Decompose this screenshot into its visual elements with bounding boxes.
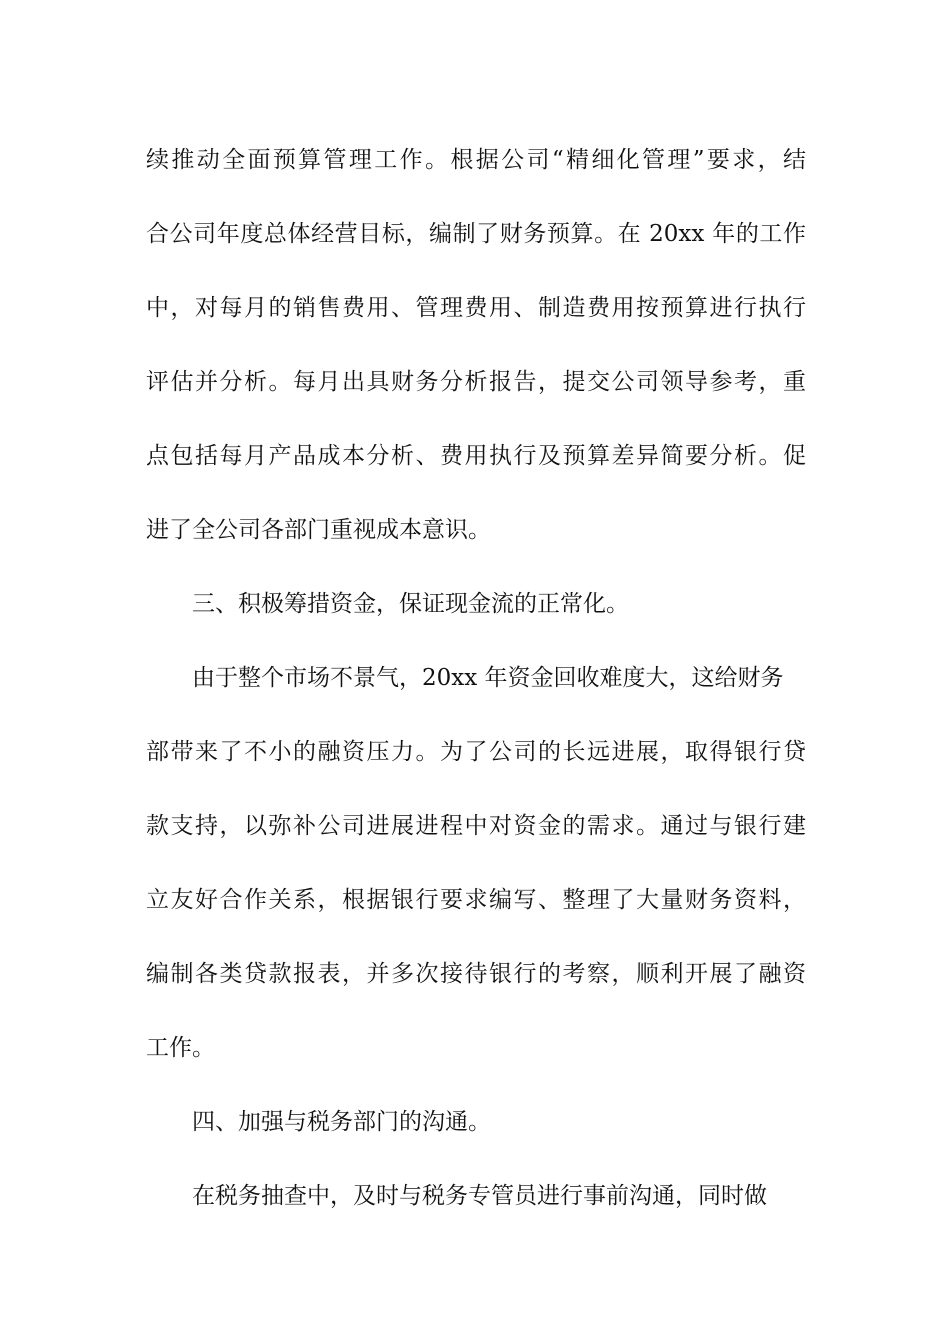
text-line: 款支持，以弥补公司进展进程中对资金的需求。通过与银行建 xyxy=(146,813,806,839)
text-line: 续推动全面预算管理工作。根据公司“精细化管理”要求，结 xyxy=(146,147,806,173)
text-line: 工作。 xyxy=(146,1035,215,1061)
section-heading: 四、加强与税务部门的沟通。 xyxy=(192,1109,491,1135)
text-line: 评估并分析。每月出具财务分析报告，提交公司领导参考，重 xyxy=(146,369,806,395)
text-line: 部带来了不小的融资压力。为了公司的长远进展，取得银行贷 xyxy=(146,739,806,765)
text-line: 合公司年度总体经营目标，编制了财务预算。在 20xx 年的工作 xyxy=(146,221,806,247)
text-line: 中，对每月的销售费用、管理费用、制造费用按预算进行执行 xyxy=(146,295,806,321)
text-line: 点包括每月产品成本分析、费用执行及预算差异简要分析。促 xyxy=(146,443,806,469)
text-line: 进了全公司各部门重视成本意识。 xyxy=(146,517,491,543)
text-line: 在税务抽查中，及时与税务专管员进行事前沟通，同时做 xyxy=(192,1183,767,1209)
text-line: 立友好合作关系，根据银行要求编写、整理了大量财务资料， xyxy=(146,887,806,913)
text-line: 由于整个市场不景气，20xx 年资金回收难度大，这给财务 xyxy=(192,665,784,691)
text-line: 编制各类贷款报表，并多次接待银行的考察，顺利开展了融资 xyxy=(146,961,806,987)
section-heading: 三、积极筹措资金，保证现金流的正常化。 xyxy=(192,591,629,617)
document-body xyxy=(146,123,806,1233)
